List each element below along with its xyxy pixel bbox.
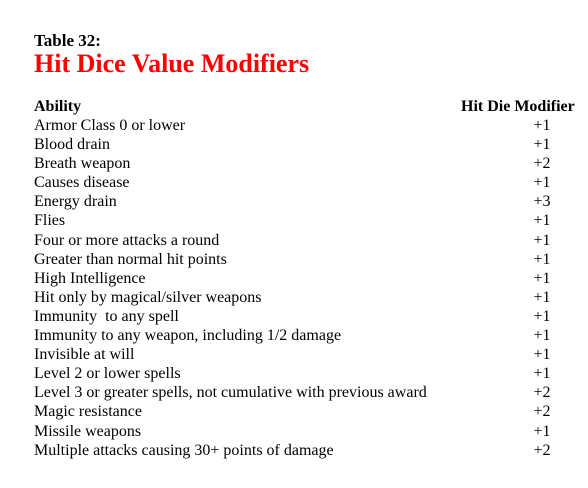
modifier-cell: +1 <box>533 117 551 134</box>
modifier-cell: +1 <box>533 136 551 154</box>
table-row <box>34 402 588 421</box>
ability-cell: Flies <box>34 212 66 230</box>
table-row <box>34 116 588 135</box>
table-row <box>34 422 588 441</box>
ability-cell: Level 2 or lower spells <box>34 365 181 383</box>
document-page <box>34 0 588 488</box>
table-row <box>34 288 588 307</box>
modifier-cell: +2 <box>533 384 551 402</box>
modifier-cell: +1 <box>533 250 551 268</box>
table-row <box>34 345 588 364</box>
modifier-cell: +1 <box>533 422 551 440</box>
ability-cell: Immunity to any weapon, including 1/2 damage <box>34 327 342 345</box>
ability-cell: Multiple attacks causing 30+ points of damage <box>34 441 334 459</box>
ability-cell: Missile weapons <box>34 422 142 440</box>
table-row <box>34 383 588 402</box>
ability-cell: Energy drain <box>34 193 117 211</box>
table-row <box>34 364 588 383</box>
modifier-cell: +1 <box>533 231 551 249</box>
ability-cell: High Intelligence <box>34 269 146 287</box>
ability-cell: Blood drain <box>34 136 110 154</box>
modifier-cell: +1 <box>533 288 551 306</box>
modifier-cell: +1 <box>533 307 551 325</box>
modifier-cell: +1 <box>533 212 551 230</box>
modifier-cell: +1 <box>533 346 551 364</box>
ability-cell: Breath weapon <box>34 155 131 173</box>
ability-cell: Causes disease <box>34 174 130 192</box>
header-hit-die-modifier: Hit Die Modifier <box>461 98 575 115</box>
modifier-cell: +2 <box>533 441 551 459</box>
modifier-cell: +1 <box>533 174 551 192</box>
ability-cell: Magic resistance <box>34 403 142 421</box>
ability-cell: Hit only by magical/silver weapons <box>34 288 262 306</box>
table-row <box>34 154 588 173</box>
ability-cell: Level 3 or greater spells, not cumulative with previous award <box>34 384 427 402</box>
table-row <box>34 250 588 269</box>
table-row <box>34 211 588 230</box>
table-row <box>34 269 588 288</box>
ability-cell: Greater than normal hit points <box>34 250 227 268</box>
modifier-cell: +1 <box>533 365 551 383</box>
modifier-cell: +2 <box>533 403 551 421</box>
ability-cell: Immunity to any spell <box>34 307 179 325</box>
ability-cell: Armor Class 0 or lower <box>34 117 186 134</box>
header-ability: Ability <box>34 98 82 115</box>
table-row <box>34 231 588 250</box>
table-row <box>34 173 588 192</box>
table-row <box>34 307 588 326</box>
table-row <box>34 326 588 345</box>
table-row <box>34 135 588 154</box>
modifier-cell: +3 <box>533 193 551 211</box>
modifier-cell: +1 <box>533 327 551 345</box>
table-body <box>34 116 588 460</box>
ability-cell: Invisible at will <box>34 346 135 364</box>
ability-cell: Four or more attacks a round <box>34 231 220 249</box>
table-number: Table 32: <box>34 31 101 50</box>
table-title: Hit Dice Value Modifiers <box>34 49 310 78</box>
modifier-cell: +1 <box>533 269 551 287</box>
table-header-row <box>34 97 588 117</box>
table-row <box>34 192 588 211</box>
modifier-cell: +2 <box>533 155 551 173</box>
table-row <box>34 441 588 460</box>
